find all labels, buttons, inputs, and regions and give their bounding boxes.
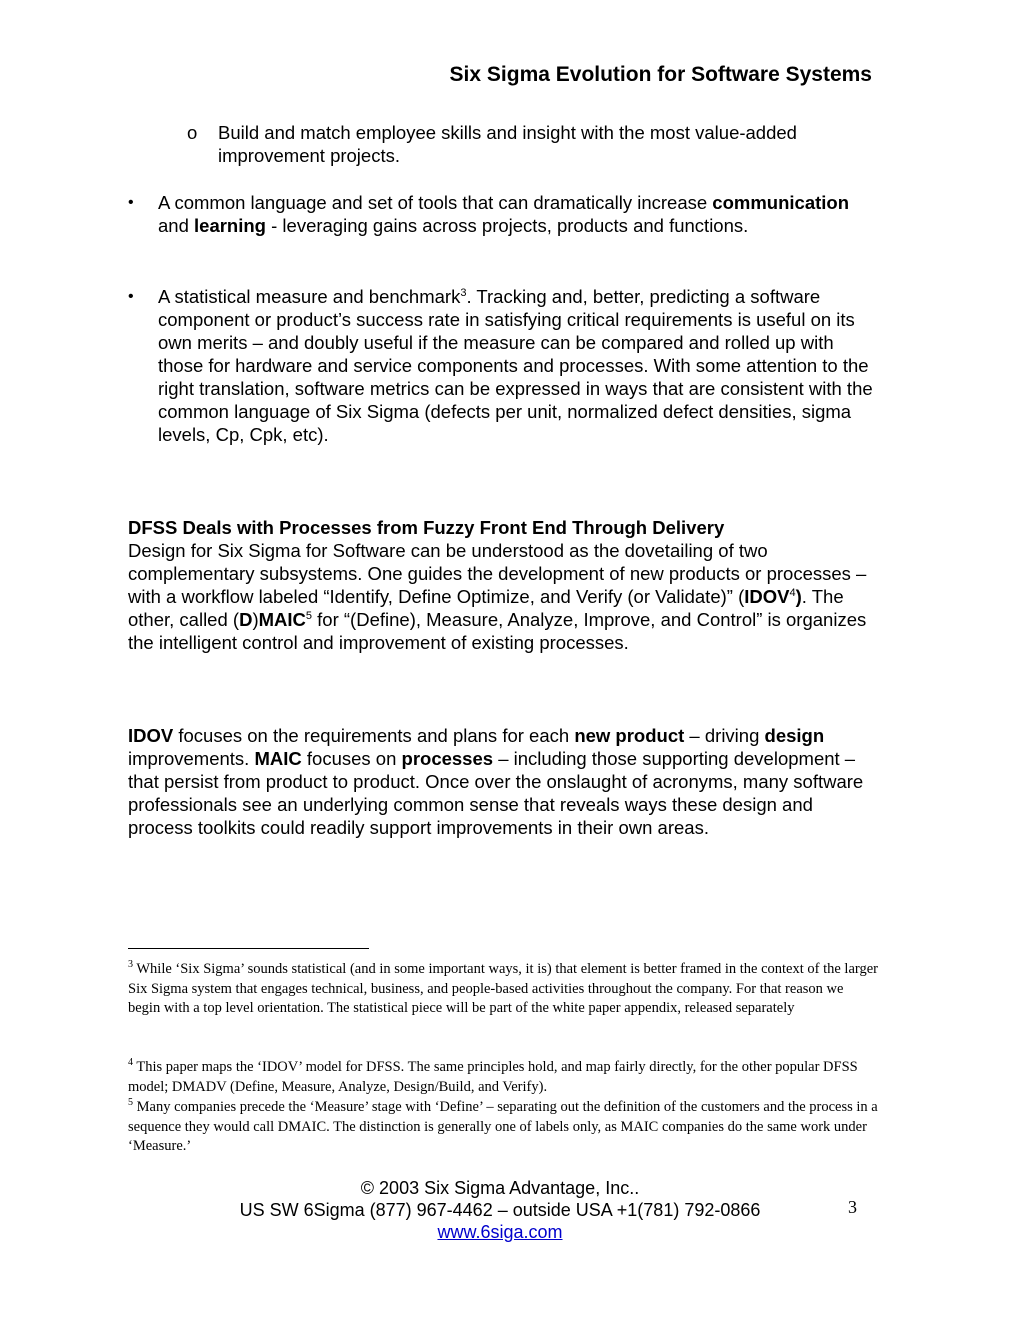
bold-run: communication [712,192,850,213]
text-run: ) [252,609,259,630]
bold-run: ) [795,586,802,607]
bold-run: learning [194,215,266,236]
footnote-3 [128,960,878,1019]
bold-run: new product [574,725,685,746]
text-run: – including those supporting development – that persist from product to product. Once over the onslaught of acronyms, many software professionals see an underlying common sense that reveals ways these design and process toolkits could readily support improvements in their own areas. [128,748,864,838]
footnote-5 [128,1098,878,1157]
footnote-number: 3 [128,959,133,971]
bold-run: design [764,725,825,746]
bullet-marker-1: • [128,194,134,211]
bullet-statistical-measure [158,285,878,446]
footnote-text: This paper maps the ‘IDOV’ model for DFSS. The same principles hold, and map fairly directly, for the other popular DFSS model; DMADV (Define, Measure, Analyze, Design/Build, and Verify). [128,1059,858,1095]
sub-bullet-marker: o [187,122,198,143]
text-run: A common language and set of tools that can dramatically increase [158,192,713,213]
bold-run: IDOV [128,725,174,746]
text-run: focuses on [301,748,402,769]
bold-run: MAIC [254,748,302,769]
footnote-text: Many companies precede the ‘Measure’ stage with ‘Define’ – separating out the definition of the customers and the process in a sequence they would call DMAIC. The distinction is generally one of labels only, as MAIC companies do the same work under ‘Measure.’ [128,1099,878,1154]
bold-run: IDOV [744,586,790,607]
text-run: improvements. [128,748,255,769]
dfss-paragraph [128,539,878,654]
footer-copyright: © 2003 Six Sigma Advantage, Inc.. [360,1178,640,1198]
text-run: – driving [684,725,765,746]
footnote-text: While ‘Six Sigma’ sounds statistical (and in some important ways, it is) that element is better framed in the context of the larger Six Sigma system that engages technical, business, and people-based activities throughout the company. For that reason we begin with a top level orientation. The statistical piece will be part of the white paper appendix, released separately [128,961,878,1016]
text-run: focuses on the requirements and plans for each [173,725,575,746]
idov-paragraph [128,724,878,839]
page-number: 3 [848,1197,857,1217]
text-run: . Tracking and, better, predicting a software component or product’s success rate in satisfying critical requirements is useful on its own merits – and doubly useful if the measure can be compared and rolled up with those for hardware and service components and processes. With some attention to the right translation, software metrics can be expressed in ways that are consistent with the common language of Six Sigma (defects per unit, normalized defect densities, sigma levels, Cp, Cpk, etc). [158,286,873,445]
sub-bullet-text: Build and match employee skills and insight with the most value-added improvement projects. [218,122,797,166]
dfss-section-title: DFSS Deals with Processes from Fuzzy Front End Through Delivery [128,517,725,538]
dfss-section [128,516,878,654]
bullet-marker-2: • [128,288,134,305]
footnote-number: 4 [128,1057,133,1069]
text-run: for “(Define), Measure, Analyze, Improve, and Control” is organizes the intelligent control and improvement of existing processes. [128,609,867,653]
text-run: . The other, called ( [128,586,844,630]
bold-run: processes [401,748,494,769]
footnote-4 [128,1058,878,1097]
footnote-separator [128,948,369,949]
text-run: - leveraging gains across projects, products and functions. [265,215,749,236]
text-run: Design for Six Sigma for Software can be understood as the dovetailing of two complementary subsystems. One guides the development of new products or processes – with a workflow labeled “Identify, Define Optimize, and Verify (or Validate)” ( [128,540,867,607]
footer-phone: US SW 6Sigma (877) 967-4462 – outside USA +1(781) 792-0866 [239,1200,761,1220]
text-run: A statistical measure and benchmark [158,286,461,307]
bold-run: MAIC [258,609,306,630]
footnote-ref-5: 5 [305,609,313,622]
page-footer [200,1177,800,1243]
footnote-ref-4: 4 [789,586,796,599]
bullet-communication [158,191,878,237]
text-run: and [158,215,195,236]
bold-run: D [239,609,253,630]
footnote-ref-3: 3 [460,286,467,299]
running-header: Six Sigma Evolution for Software Systems [449,63,872,86]
footnote-number: 5 [128,1097,133,1109]
footer-website-link[interactable]: www.6siga.com [437,1222,563,1242]
